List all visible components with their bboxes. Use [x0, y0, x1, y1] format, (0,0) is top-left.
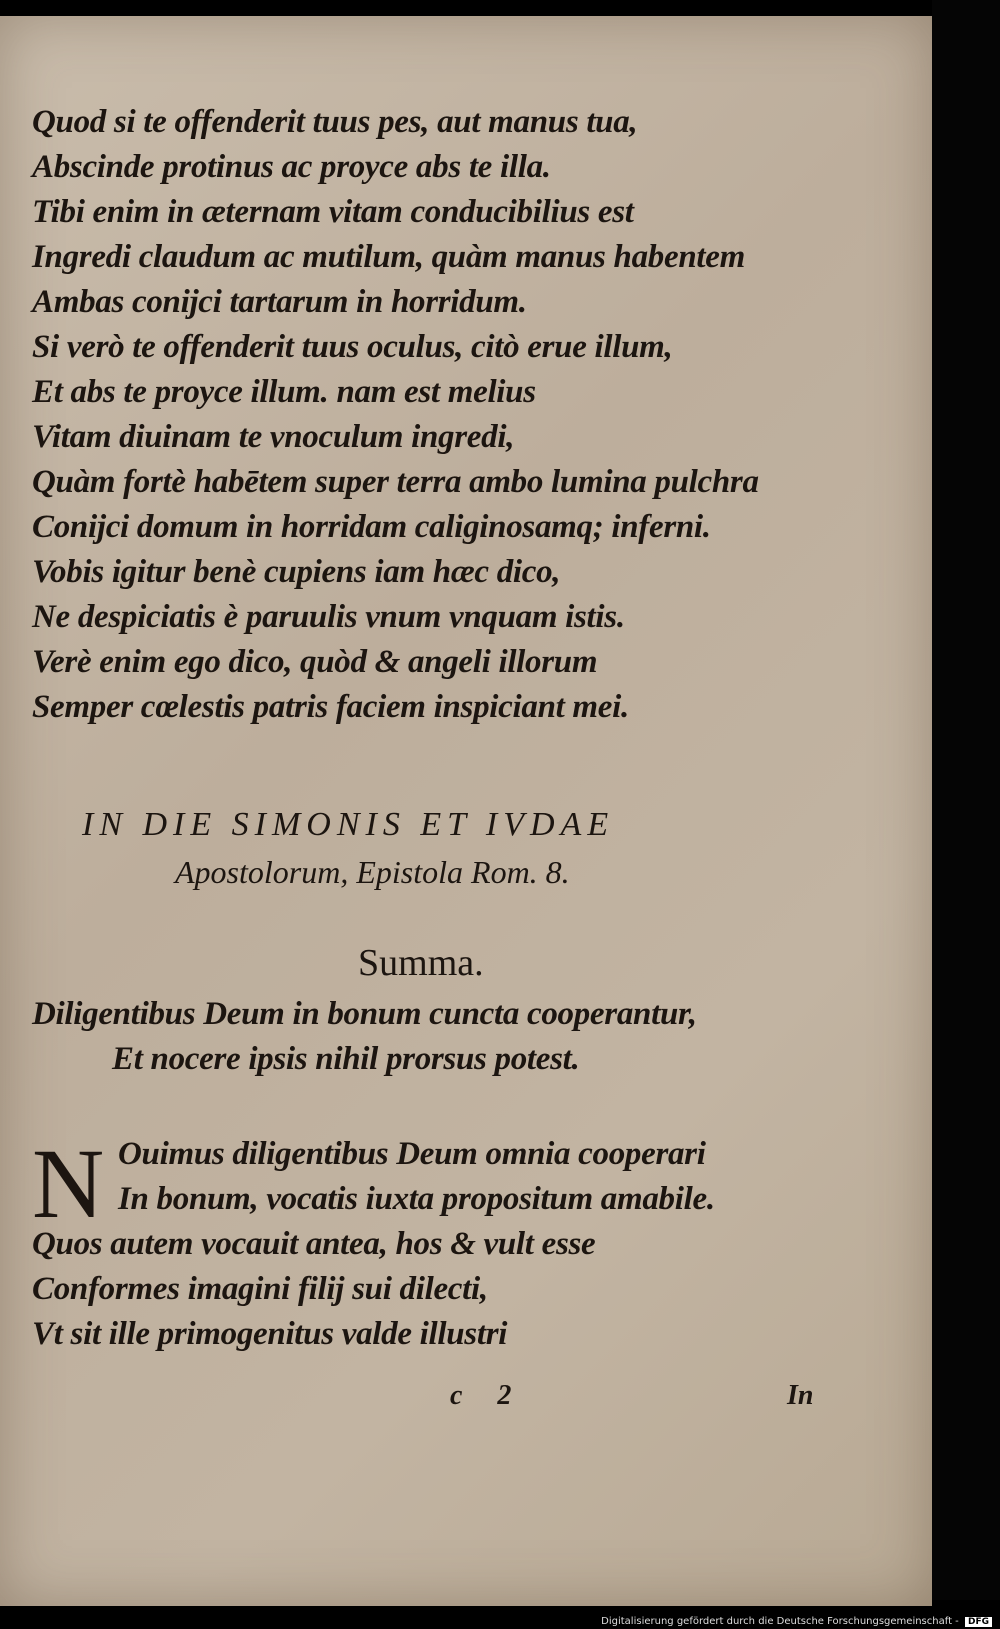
epistle-line: Ouimus diligentibus Deum omnia cooperari [118, 1136, 706, 1172]
text-line: Quod si te offenderit tuus pes, aut manus tua, [32, 104, 638, 140]
text-line: Conijci domum in horridam caliginosamq; inferni. [32, 509, 711, 545]
text-line: Vobis igitur benè cupiens iam hæc dico, [32, 554, 561, 590]
text-line: Semper cœlestis patris faciem inspiciant mei. [32, 689, 629, 725]
catchword: In [787, 1380, 814, 1411]
epistle-line: Quos autem vocauit antea, hos & vult esse [32, 1226, 596, 1262]
text-line: Ne despiciatis è paruulis vnum vnquam istis. [32, 599, 625, 635]
text-line: Et abs te proyce illum. nam est melius [32, 374, 536, 410]
text-line: Si verò te offenderit tuus oculus, citò erue illum, [32, 329, 673, 365]
text-line: Ingredi claudum ac mutilum, quàm manus habentem [32, 239, 745, 275]
summa-title: Summa. [358, 942, 484, 984]
signature-mark: c 2 [450, 1380, 526, 1411]
digitization-footer [601, 1616, 992, 1627]
section-heading: IN DIE SIMONIS ET IVDAE [82, 806, 615, 843]
epistle-line: Conformes imagini filij sui dilecti, [32, 1271, 488, 1307]
dfg-logo: DFG [965, 1617, 992, 1627]
summa-line: Et nocere ipsis nihil prorsus potest. [112, 1041, 580, 1077]
text-line: Verè enim ego dico, quòd & angeli illorum [32, 644, 598, 680]
text-line: Quàm fortè habētem super terra ambo lumina pulchra [32, 464, 759, 500]
text-line: Vitam diuinam te vnoculum ingredi, [32, 419, 515, 455]
drop-cap-initial: N [32, 1128, 105, 1239]
text-line: Abscinde protinus ac proyce abs te illa. [32, 149, 551, 185]
page-edge-shadow [932, 0, 1000, 1600]
text-line: Tibi enim in æternam vitam conducibilius est [32, 194, 634, 230]
book-page [0, 16, 932, 1606]
summa-line: Diligentibus Deum in bonum cuncta cooperantur, [32, 996, 697, 1032]
footer-text: Digitalisierung gefördert durch die Deutsche Forschungsgemeinschaft - [601, 1616, 959, 1627]
section-subheading: Apostolorum, Epistola Rom. 8. [175, 854, 570, 890]
text-line: Ambas conijci tartarum in horridum. [32, 284, 527, 320]
epistle-line: Vt sit ille primogenitus valde illustri [32, 1316, 508, 1352]
epistle-line: In bonum, vocatis iuxta propositum amabile. [118, 1181, 715, 1217]
